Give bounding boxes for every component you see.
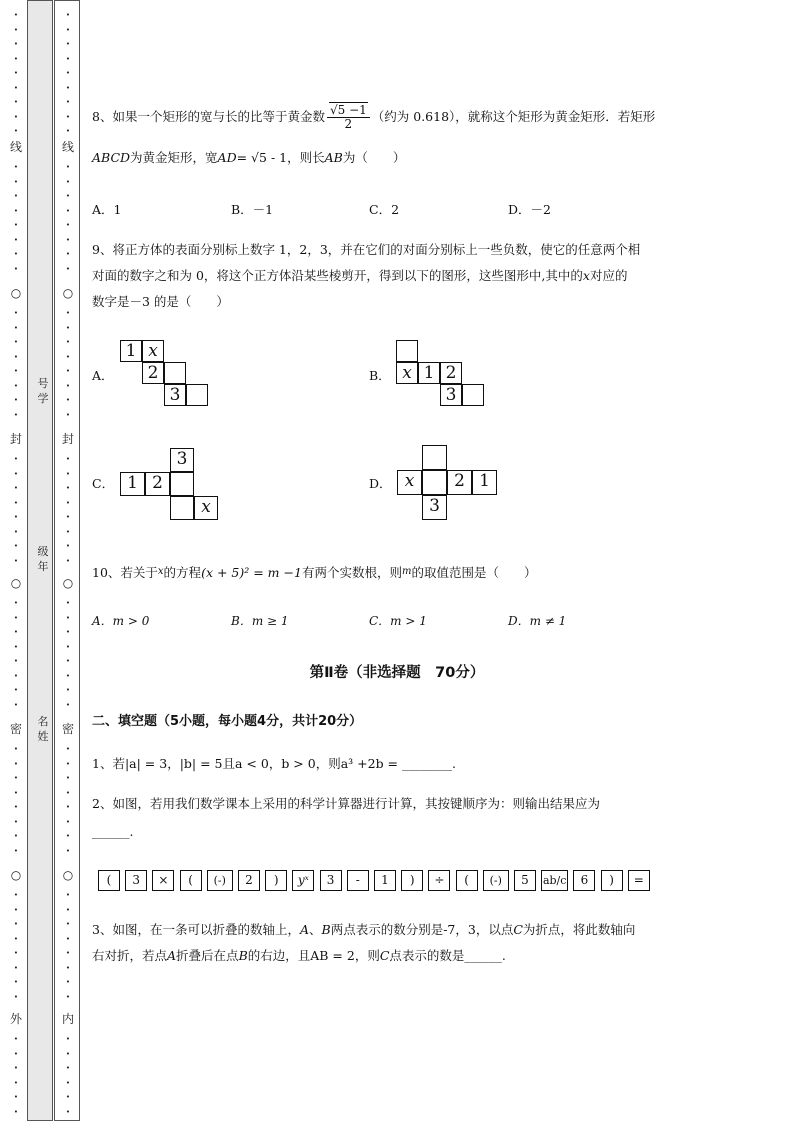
seal-dot: •: [65, 556, 71, 565]
calculator-key: 5: [514, 870, 536, 891]
seal-dot: •: [13, 774, 19, 782]
golden-ratio-fraction: $\frac{√5 -1}{2}$: [327, 104, 370, 131]
outer-seal-mark: 封: [9, 432, 22, 446]
net-d-cell: [422, 470, 447, 495]
seal-dot: •: [13, 69, 19, 77]
seal-dot: •: [13, 54, 19, 63]
seal-dot: •: [65, 112, 71, 121]
seal-dot: •: [13, 1064, 19, 1072]
seal-dot: •: [13, 264, 19, 273]
calculator-key: ×: [152, 870, 174, 891]
inner-seal-mark: ○: [62, 286, 74, 300]
seal-dot: •: [65, 846, 71, 855]
calculator-key: (: [456, 870, 478, 891]
seal-dot: •: [13, 25, 19, 34]
seal-dot: •: [65, 978, 71, 986]
net-a-cell: x: [142, 340, 164, 362]
seal-dot: •: [65, 759, 71, 768]
seal-dot: •: [65, 949, 71, 957]
inner-strip-border: [54, 0, 80, 1121]
seal-dot: •: [13, 381, 19, 390]
seal-dot: •: [13, 83, 19, 92]
seal-dot: •: [13, 498, 19, 507]
net-d-cell: 3: [422, 495, 447, 520]
seal-dot: •: [65, 367, 71, 375]
outer-seal-mark: ○: [10, 286, 22, 300]
net-a-cell: 2: [142, 362, 164, 384]
seal-dot: •: [65, 891, 71, 899]
seal-dot: •: [13, 803, 19, 811]
seal-dot: •: [65, 323, 71, 332]
seal-dot: •: [13, 513, 19, 521]
calculator-key: ÷: [428, 870, 450, 891]
seal-dot: •: [65, 235, 71, 244]
seal-dot: •: [65, 40, 71, 48]
fill-question-3-line2: 右对折，若点A折叠后在点B的右边，且AB = 2，则C点表示的数是______.: [92, 948, 506, 963]
seal-dot: •: [13, 642, 19, 651]
net-d-cell: 1: [472, 470, 497, 495]
seal-dot: •: [65, 396, 71, 404]
net-b-cell: [396, 340, 418, 362]
seal-dot: •: [65, 992, 71, 1001]
seal-dot: •: [13, 250, 19, 258]
seal-dot: •: [13, 613, 19, 622]
seal-dot: •: [13, 671, 19, 680]
seal-dot: •: [13, 1049, 19, 1058]
seal-dot: •: [13, 410, 19, 419]
calculator-key: ): [401, 870, 423, 891]
seal-dot: •: [65, 221, 71, 229]
seal-dot: •: [65, 484, 71, 492]
inner-seal-mark: 封: [61, 432, 74, 446]
fill-question-2-line2: ______.: [92, 824, 134, 839]
inner-seal-mark: 内: [61, 1012, 74, 1026]
seal-dot: •: [65, 338, 71, 346]
seal-dot: •: [13, 846, 19, 855]
seal-dot: •: [65, 1064, 71, 1072]
inner-seal-mark: ○: [62, 868, 74, 882]
seal-dot: •: [13, 920, 19, 928]
fill-question-1: 1、若|a| = 3，|b| = 5且a < 0，b > 0，则a³ +2b = ________.: [92, 756, 456, 771]
seal-dot: •: [65, 527, 71, 536]
seal-dot: •: [65, 745, 71, 753]
seal-dot: •: [13, 978, 19, 986]
student-number-label: 号 学: [37, 377, 49, 405]
seal-dot: •: [65, 671, 71, 680]
part-2-title: 第Ⅱ卷（非选择题 70分）: [309, 665, 485, 681]
calculator-key: 2: [238, 870, 260, 891]
seal-dot: •: [65, 803, 71, 811]
seal-dot: •: [13, 527, 19, 536]
seal-dot: •: [65, 250, 71, 258]
seal-dot: •: [65, 54, 71, 63]
net-c-cell: 2: [145, 472, 170, 496]
seal-dot: •: [13, 221, 19, 229]
outer-seal-mark: 线: [9, 140, 22, 154]
seal-dot: •: [65, 1049, 71, 1058]
seal-dot: •: [65, 192, 71, 200]
seal-dot: •: [13, 352, 19, 361]
seal-dot: •: [65, 98, 71, 106]
seal-dot: •: [65, 700, 71, 709]
fill-question-3-line1: 3、如图，在一条可以折叠的数轴上，A、B两点表示的数分别是-7，3，以点C为折点，将此数轴向: [92, 922, 636, 937]
seal-dot: •: [65, 177, 71, 186]
seal-dot: •: [65, 352, 71, 361]
calculator-key: 6: [573, 870, 595, 891]
seal-dot: •: [65, 469, 71, 478]
seal-dot: •: [65, 69, 71, 77]
seal-dot: •: [65, 1093, 71, 1101]
inner-seal-mark: 线: [61, 140, 74, 154]
seal-dot: •: [13, 11, 19, 19]
seal-dot: •: [65, 628, 71, 636]
seal-dot: •: [65, 163, 71, 171]
seal-dot: •: [65, 657, 71, 665]
question-8-line1: 8、如果一个矩形的宽与长的比等于黄金数 $\frac{√5 -1}{2}$ （约为 0.618），就称这个矩形为黄金矩形．若矩形: [92, 103, 656, 131]
seal-dot: •: [65, 963, 71, 972]
outer-seal-mark: 外: [9, 1012, 22, 1026]
calculator-key: ): [601, 870, 623, 891]
seal-dot: •: [65, 934, 71, 943]
seal-dot: •: [65, 774, 71, 782]
seal-dot: •: [13, 98, 19, 106]
calculator-key: yˣ: [292, 870, 314, 891]
q10-option-c[interactable]: C．m > 1: [369, 614, 427, 628]
seal-dot: •: [65, 788, 71, 797]
question-8-line2: ABCD为黄金矩形，宽AD= √5 - 1，则长AB为（ ）: [92, 150, 406, 165]
seal-dot: •: [13, 469, 19, 478]
calculator-key: (: [98, 870, 120, 891]
calculator-key: 3: [320, 870, 342, 891]
calculator-key: 1: [374, 870, 396, 891]
seal-dot: •: [13, 700, 19, 709]
seal-dot: •: [65, 309, 71, 317]
net-a-cell: 1: [120, 340, 142, 362]
seal-dot: •: [13, 963, 19, 972]
seal-dot: •: [13, 1093, 19, 1101]
seal-dot: •: [13, 367, 19, 375]
calculator-key: ): [265, 870, 287, 891]
seal-dot: •: [65, 381, 71, 390]
seal-dot: •: [65, 542, 71, 550]
calculator-key: (-): [483, 870, 509, 891]
calculator-key: -: [347, 870, 369, 891]
seal-dot: •: [65, 513, 71, 521]
seal-dot: •: [65, 817, 71, 826]
net-c-cell: x: [194, 496, 218, 520]
net-d-cell: 2: [447, 470, 472, 495]
seal-dot: •: [13, 112, 19, 121]
seal-dot: •: [13, 309, 19, 317]
seal-dot: •: [13, 556, 19, 565]
seal-dot: •: [13, 455, 19, 463]
name-label: 名 姓: [37, 715, 49, 743]
seal-dot: •: [65, 25, 71, 34]
seal-dot: •: [13, 177, 19, 186]
outer-seal-mark: ○: [10, 868, 22, 882]
seal-dot: •: [13, 484, 19, 492]
q10-option-b[interactable]: B．m ≥ 1: [231, 614, 289, 628]
net-c-cell: 3: [170, 448, 194, 472]
seal-dot: •: [65, 920, 71, 928]
seal-dot: •: [13, 1078, 19, 1087]
seal-dot: •: [13, 396, 19, 404]
seal-dot: •: [13, 934, 19, 943]
seal-dot: •: [13, 323, 19, 332]
seal-dot: •: [65, 905, 71, 914]
q10-option-a[interactable]: A．m > 0: [92, 614, 150, 628]
seal-dot: •: [13, 192, 19, 200]
seal-dot: •: [13, 40, 19, 48]
outer-seal-mark: ○: [10, 576, 22, 590]
seal-dot: •: [65, 206, 71, 215]
net-b-cell: 1: [418, 362, 440, 384]
seal-dot: •: [65, 410, 71, 419]
seal-dot: •: [13, 788, 19, 797]
seal-dot: •: [13, 745, 19, 753]
q8-option-a[interactable]: A．1: [92, 202, 122, 217]
net-b-cell: 2: [440, 362, 462, 384]
seal-dot: •: [13, 949, 19, 957]
seal-dot: •: [65, 1035, 71, 1043]
seal-dot: •: [65, 832, 71, 840]
q8-option-d[interactable]: D．－2: [508, 202, 551, 217]
seal-dot: •: [65, 1078, 71, 1087]
question-9-line2: 对面的数字之和为 0，将这个正方体沿某些棱剪开，得到以下的图形，这些图形中,其中的x对应的: [92, 268, 628, 283]
seal-dot: •: [13, 686, 19, 694]
net-a-cell: [186, 384, 208, 406]
seal-dot: •: [65, 613, 71, 622]
net-d-cell: x: [397, 470, 422, 495]
calculator-key: (: [180, 870, 202, 891]
seal-dot: •: [13, 163, 19, 171]
seal-dot: •: [65, 686, 71, 694]
net-b-cell: 3: [440, 384, 462, 406]
calculator-key: =: [628, 870, 650, 891]
outer-seal-mark: 密: [9, 722, 22, 736]
seal-dot: •: [65, 264, 71, 273]
seal-dot: •: [13, 338, 19, 346]
seal-dot: •: [13, 1107, 19, 1116]
question-9-line3: 数字是－3 的是（ ）: [92, 294, 229, 309]
question-9-line1: 9、将正方体的表面分别标上数字 1，2，3，并在它们的对面分别标上一些负数，使它的任意两个相: [92, 242, 641, 257]
inner-seal-mark: ○: [62, 576, 74, 590]
fill-in-section-title: 二、填空题（5小题，每小题4分，共计20分）: [92, 714, 363, 729]
q9-option-a-label[interactable]: A．: [92, 368, 114, 383]
seal-dot: •: [13, 891, 19, 899]
seal-dot: •: [13, 905, 19, 914]
net-c-cell: [170, 496, 194, 520]
seal-dot: •: [13, 127, 19, 135]
seal-dot: •: [13, 992, 19, 1001]
seal-dot: •: [13, 235, 19, 244]
seal-dot: •: [65, 83, 71, 92]
q9-option-d-label[interactable]: D．: [369, 476, 392, 491]
fill-question-2-line1: 2、如图，若用我们数学课本上采用的科学计算器进行计算，其按键顺序为：则输出结果应为: [92, 796, 600, 811]
calculator-key: 3: [125, 870, 147, 891]
seal-dot: •: [13, 817, 19, 826]
net-b-cell: [462, 384, 484, 406]
net-d-cell: [422, 445, 447, 470]
net-a-cell: 3: [164, 384, 186, 406]
seal-dot: •: [65, 127, 71, 135]
seal-dot: •: [65, 642, 71, 651]
seal-dot: •: [65, 11, 71, 19]
seal-dot: •: [13, 657, 19, 665]
seal-dot: •: [13, 542, 19, 550]
calculator-key: (-): [207, 870, 233, 891]
inner-seal-mark: 密: [61, 722, 74, 736]
net-b-cell: x: [396, 362, 418, 384]
seal-dot: •: [13, 832, 19, 840]
seal-dot: •: [13, 206, 19, 215]
seal-dot: •: [65, 599, 71, 607]
q8-option-c[interactable]: C．2: [369, 202, 400, 217]
net-a-cell: [164, 362, 186, 384]
q9-option-c-label[interactable]: C．: [92, 476, 115, 491]
seal-dot: •: [65, 455, 71, 463]
question-10: 10、若关于$^x$的方程(x + 5)² = m −1有两个实数根，则$^m$的取值范围是（ ）: [92, 565, 537, 580]
calculator-key: ab/c: [541, 870, 568, 891]
grade-label: 级 年: [37, 545, 49, 573]
seal-dot: •: [65, 1107, 71, 1116]
net-c-cell: [170, 472, 194, 496]
net-c-cell: 1: [120, 472, 145, 496]
seal-dot: •: [13, 759, 19, 768]
q9-option-b-label[interactable]: B．: [369, 368, 391, 383]
seal-dot: •: [13, 628, 19, 636]
q8-option-b[interactable]: B．－1: [231, 202, 274, 217]
seal-dot: •: [13, 599, 19, 607]
seal-dot: •: [65, 498, 71, 507]
q10-option-d[interactable]: D．m ≠ 1: [508, 614, 567, 628]
seal-dot: •: [13, 1035, 19, 1043]
